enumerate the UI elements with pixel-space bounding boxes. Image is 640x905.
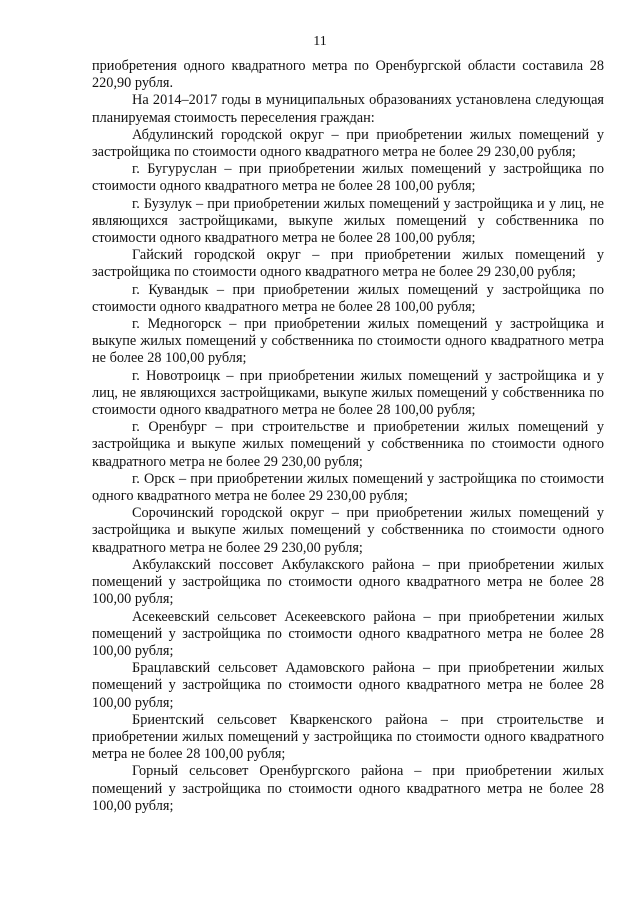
paragraph: г. Медногорск – при приобретении жилых помещений у застройщика и выкупе жилых помещений у собственника по стоимости одного квадратного метра не более 28 100,00 рубля; (92, 316, 604, 367)
paragraph: На 2014–2017 годы в муниципальных образованиях установлена следующая планируемая стоимость переселения граждан: (92, 92, 604, 126)
paragraph: г. Бугуруслан – при приобретении жилых помещений у застройщика по стоимости одного квадратного метра не более 28 100,00 рубля; (92, 161, 604, 195)
paragraph: г. Оренбург – при строительстве и приобретении жилых помещений у застройщика и выкупе жилых помещений у собственника по стоимости одного квадратного метра не более 29 230,00 рубля; (92, 419, 604, 470)
paragraph: г. Бузулук – при приобретении жилых помещений у застройщика и у лиц, не являющихся застройщиками, выкупе жилых помещений у собственника по стоимости одного квадратного метра не более 28 100,00 рубля; (92, 195, 604, 247)
paragraph: Абдулинский городской округ – при приобретении жилых помещений у застройщика по стоимости одного квадратного метра не более 29 230,00 рубля; (92, 126, 604, 161)
paragraph: г. Орск – при приобретении жилых помещений у застройщика по стоимости одного квадратного метра не более 29 230,00 рубля; (92, 470, 604, 505)
page-number: 11 (313, 34, 327, 49)
paragraph: Бриентский сельсовет Кваркенского района – при строительстве и приобретении жилых помещений у застройщика по стоимости одного квадратного метра не более 28 100,00 рубля; (92, 711, 604, 763)
paragraph: г. Кувандык – при приобретении жилых помещений у застройщика по стоимости одного квадратного метра не более 28 100,00 рубля; (92, 281, 604, 315)
paragraph: Горный сельсовет Оренбургского района – при приобретении жилых помещений у застройщика по стоимости одного квадратного метра не более 28 100,00 рубля; (92, 763, 604, 814)
paragraph: Гайский городской округ – при приобретении жилых помещений у застройщика по стоимости одного квадратного метра не более 29 230,00 рубля; (92, 247, 604, 281)
paragraph: Асекеевский сельсовет Асекеевского района – при приобретении жилых помещений у застройщика по стоимости одного квадратного метра не более 28 100,00 рубля; (92, 608, 604, 659)
paragraph: приобретения одного квадратного метра по Оренбургской области составила 28 220,90 рубля. (92, 58, 604, 92)
paragraph: Сорочинский городской округ – при приобретении жилых помещений у застройщика и выкупе жилых помещений у собственника по стоимости одного квадратного метра не более 29 230,00 рубля; (92, 505, 604, 556)
paragraph: Брацлавский сельсовет Адамовского района – при приобретении жилых помещений у застройщика по стоимости одного квадратного метра не более 28 100,00 рубля; (92, 660, 604, 711)
document-body (92, 58, 604, 815)
paragraph: Акбулакский поссовет Акбулакского района – при приобретении жилых помещений у застройщика по стоимости одного квадратного метра не более 28 100,00 рубля; (92, 556, 604, 608)
paragraph: г. Новотроицк – при приобретении жилых помещений у застройщика и у лиц, не являющихся застройщиками, выкупе жилых помещений у собственника по стоимости одного квадратного метра не более 28 100,00 рубля; (92, 367, 604, 419)
